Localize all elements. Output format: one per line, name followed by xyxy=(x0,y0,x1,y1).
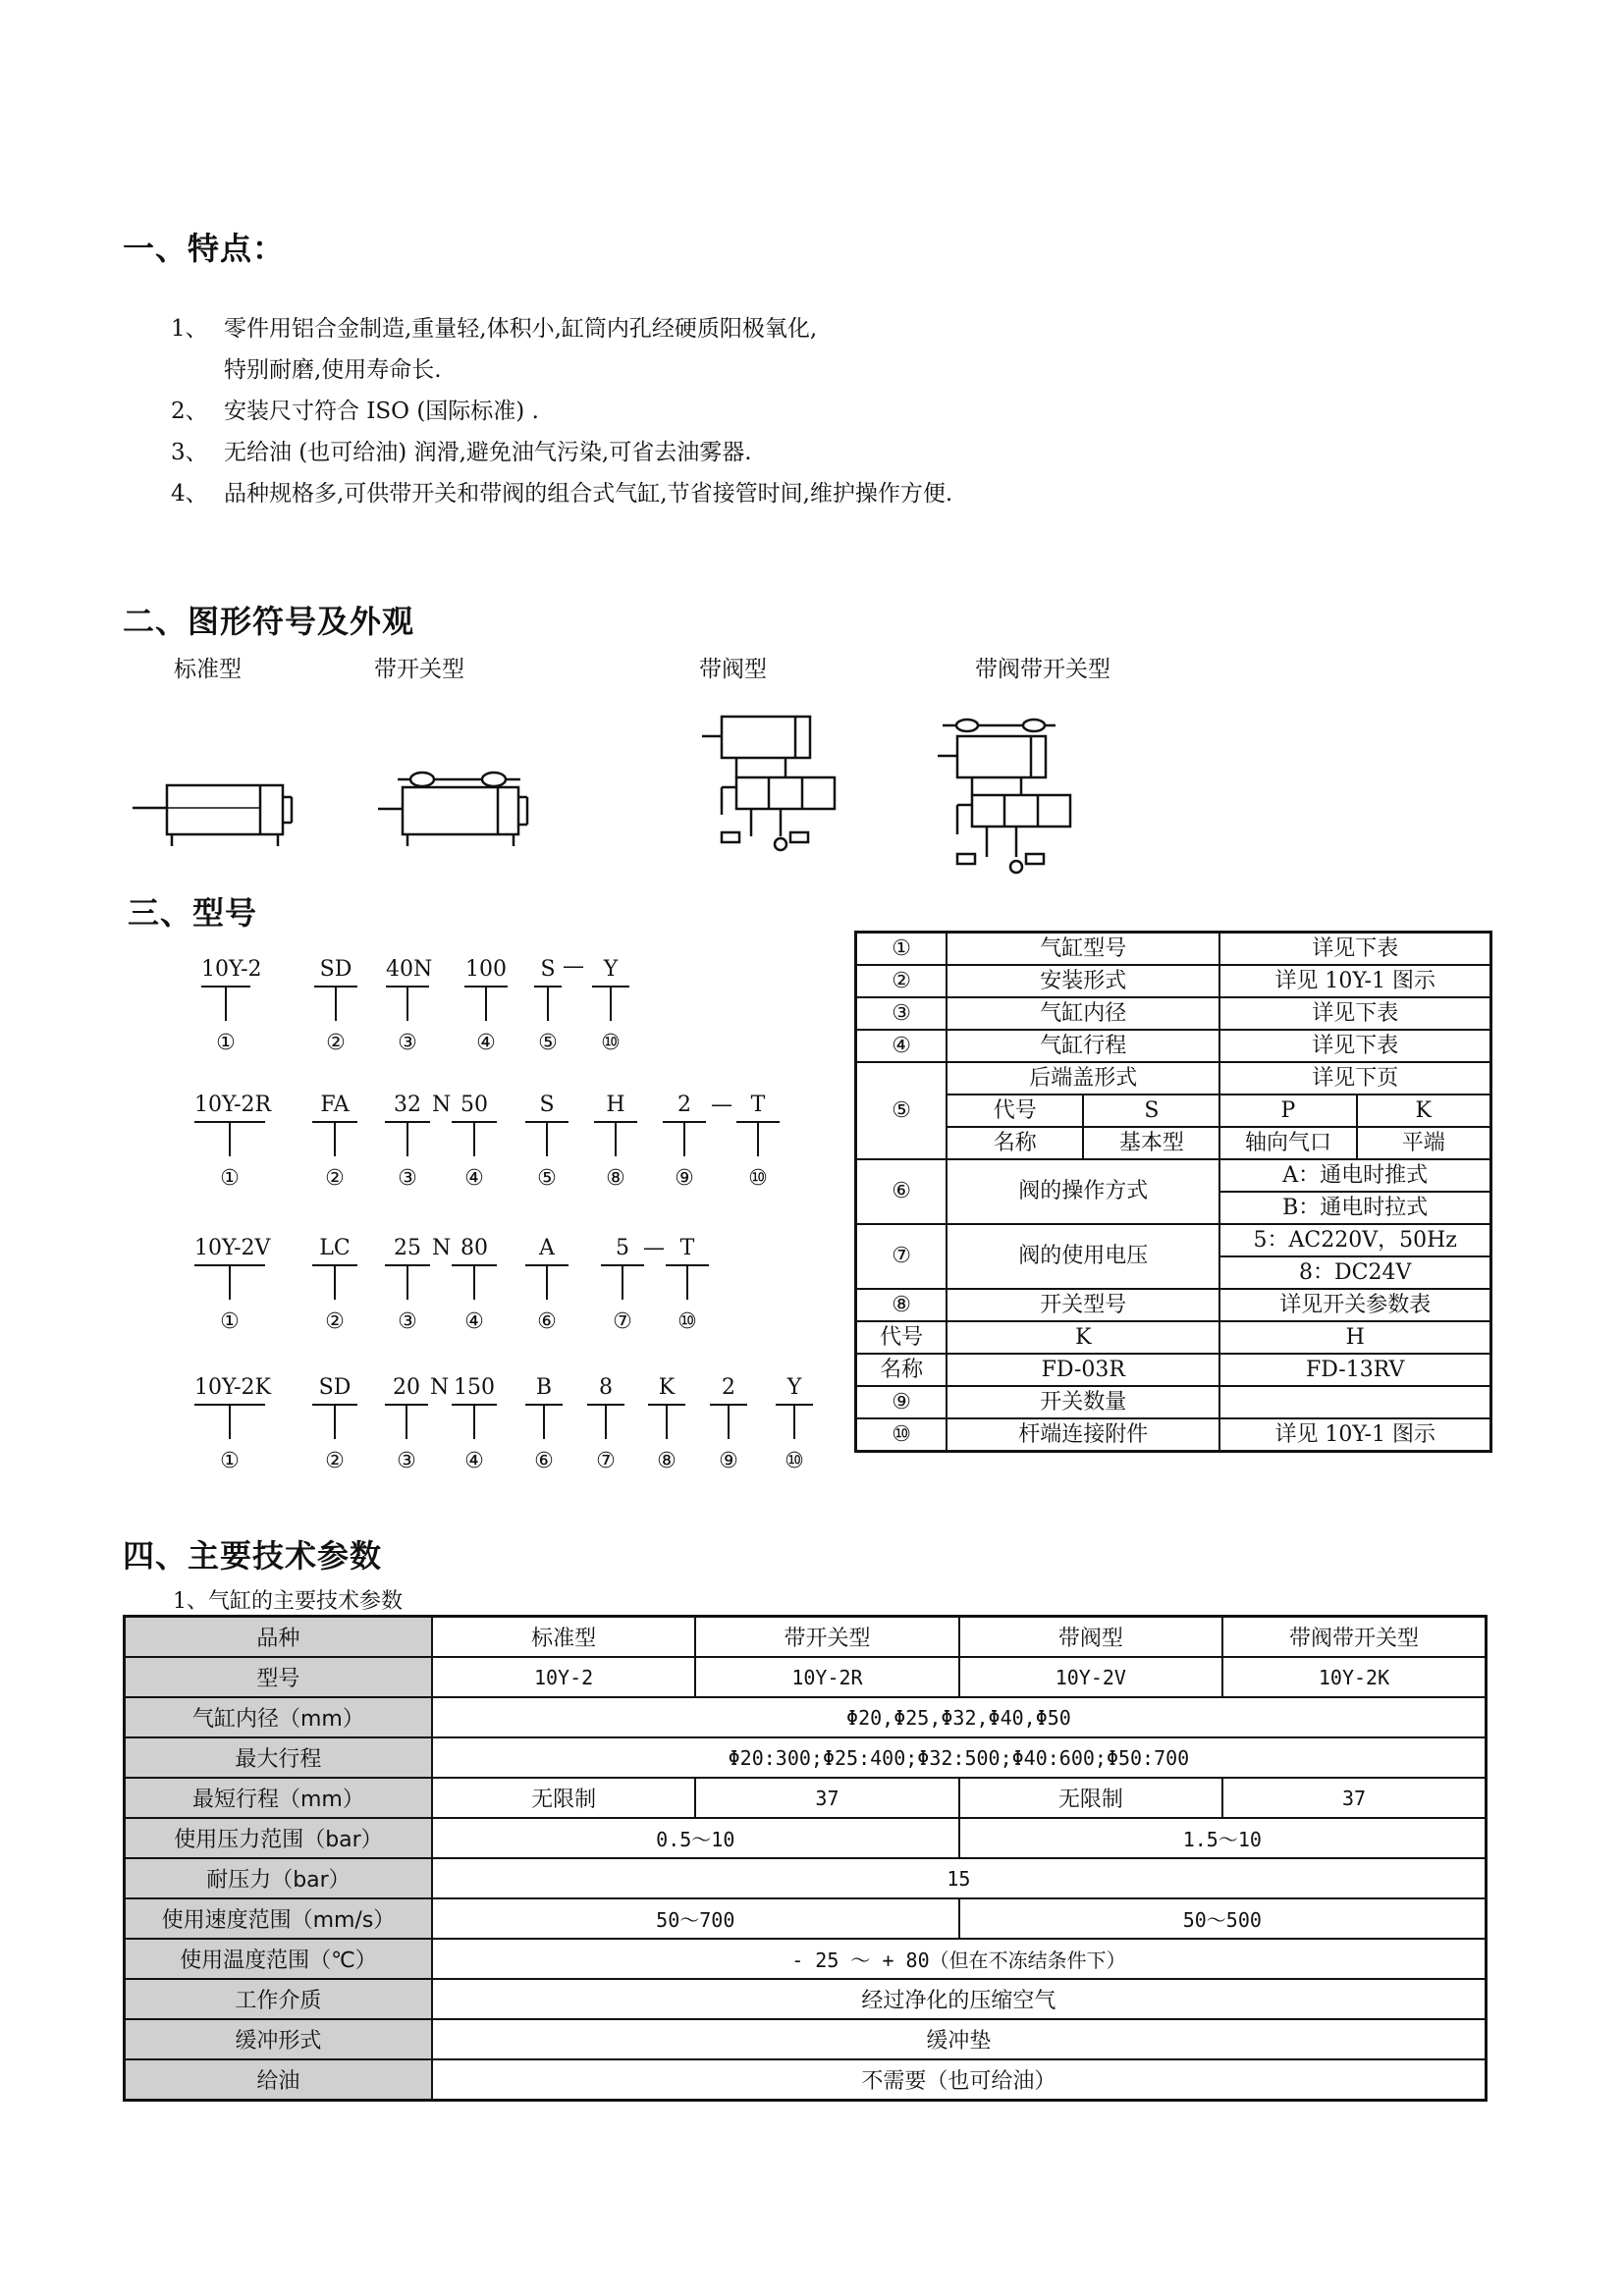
code-segment: 10Y-2K ① xyxy=(194,1375,271,1473)
feature-item: 1、 零件用铝合金制造,重量轻,体积小,缸筒内孔经硬质阳极氧化, xyxy=(171,316,818,342)
table-row: 工作介质 经过净化的压缩空气 xyxy=(125,1979,1487,2019)
section1-title: 一、特点： xyxy=(123,230,286,267)
table-row: 代号 K H xyxy=(856,1321,1491,1354)
code-segment: T ⑩ xyxy=(666,1233,709,1339)
code-segment: 150 ④ xyxy=(454,1375,495,1473)
table-row: 使用速度范围（mm/s） 50～700 50～500 xyxy=(125,1898,1487,1939)
code-segment: Y ⑩ xyxy=(592,954,629,1060)
label-standard: 标准型 xyxy=(174,657,242,682)
code-segment: S ⑤ xyxy=(534,954,562,1060)
table-row: ⑨ 开关数量 xyxy=(856,1386,1491,1418)
code-segment: 50 ④ xyxy=(452,1090,497,1196)
code-segment: T ⑩ xyxy=(736,1090,780,1196)
table-row: 使用压力范围（bar） 0.5～10 1.5～10 xyxy=(125,1818,1487,1858)
section3-title: 三、型号 xyxy=(128,894,258,932)
table-row: ⑥ 阀的操作方式 A：通电时推式 xyxy=(856,1159,1491,1192)
label-with-valve: 带阀型 xyxy=(699,657,767,682)
table-row: 名称 FD-03R FD-13RV xyxy=(856,1354,1491,1386)
code-gap-n: N xyxy=(432,1093,452,1117)
table-row: ① 气缸型号 详见下表 xyxy=(856,933,1491,966)
model-legend-table xyxy=(854,931,1492,1453)
code-dash: — xyxy=(563,954,584,979)
feature-list xyxy=(171,308,952,514)
code-dash: — xyxy=(643,1236,665,1260)
code-segment: H ⑧ xyxy=(594,1090,637,1196)
table-row: 代号 S P K xyxy=(856,1095,1491,1127)
table-row: ④ 气缸行程 详见下表 xyxy=(856,1030,1491,1062)
section2-title: 二、图形符号及外观 xyxy=(123,603,415,640)
table-row: ③ 气缸内径 详见下表 xyxy=(856,997,1491,1030)
code-segment: FA ② xyxy=(312,1090,357,1196)
code-segment: 2 ⑨ xyxy=(663,1090,706,1196)
code-segment: S ⑤ xyxy=(525,1090,568,1196)
code-dash: — xyxy=(711,1093,732,1117)
label-valve-switch: 带阀带开关型 xyxy=(975,657,1110,682)
table-row: B：通电时拉式 xyxy=(856,1192,1491,1224)
table-row: 气缸内径（mm） Φ20,Φ25,Φ32,Φ40,Φ50 xyxy=(125,1697,1487,1737)
code-gap-n: N xyxy=(430,1375,450,1400)
table-row: ⑩ 杆端连接附件 详见 10Y-1 图示 xyxy=(856,1418,1491,1452)
code-segment: 10Y-2V ① xyxy=(194,1236,271,1334)
valve-cylinder-symbol xyxy=(692,707,839,864)
code-segment: Y ⑩ xyxy=(776,1372,813,1478)
table-row: 型号 10Y-2 10Y-2R 10Y-2V 10Y-2K xyxy=(125,1657,1487,1697)
label-with-switch: 带开关型 xyxy=(374,657,464,682)
code-segment: 100 ④ xyxy=(465,957,507,1055)
table-row: 最短行程（mm） 无限制 37 无限制 37 xyxy=(125,1778,1487,1818)
code-segment: B ⑥ xyxy=(525,1372,563,1478)
table-row: 8：DC24V xyxy=(856,1256,1491,1289)
section4-subtitle: 1、气缸的主要技术参数 xyxy=(173,1589,403,1614)
tech-params-table xyxy=(123,1615,1488,2102)
table-row: 耐压力（bar） 15 xyxy=(125,1858,1487,1898)
table-row: 使用温度范围（℃） - 25 ～ + 80（但在不冻结条件下） xyxy=(125,1939,1487,1979)
feature-item: 4、 品种规格多,可供带开关和带阀的组合式气缸,节省接管时间,维护操作方便. xyxy=(171,481,953,507)
code-segment: 10Y-2R ① xyxy=(194,1093,272,1191)
code-segment: 8 ⑦ xyxy=(587,1372,624,1478)
code-segment: K ⑧ xyxy=(648,1372,685,1478)
switch-cylinder-symbol xyxy=(378,766,545,854)
table-row: ② 安装形式 详见 10Y-1 图示 xyxy=(856,965,1491,997)
code-segment: 40N ③ xyxy=(386,957,433,1055)
table-row: ⑤ 后端盖形式 详见下页 xyxy=(856,1062,1491,1095)
section4-title: 四、主要技术参数 xyxy=(123,1537,383,1575)
standard-cylinder-symbol xyxy=(133,775,299,854)
valve-switch-cylinder-symbol xyxy=(933,712,1080,883)
feature-item: 2、 安装尺寸符合 ISO (国际标准) . xyxy=(171,399,539,424)
feature-item: 特别耐磨,使用寿命长. xyxy=(224,357,442,383)
code-segment: A ⑥ xyxy=(525,1233,568,1339)
table-row: ⑦ 阀的使用电压 5：AC220V，50Hz xyxy=(856,1224,1491,1256)
table-row: 名称 基本型 轴向气口 平端 xyxy=(856,1127,1491,1159)
code-segment: 80 ④ xyxy=(452,1233,497,1339)
table-row: 最大行程 Φ20:300;Φ25:400;Φ32:500;Φ40:600;Φ50:700 xyxy=(125,1737,1487,1778)
code-segment: 20 ③ xyxy=(385,1372,428,1478)
feature-item: 3、 无给油 (也可给油) 润滑,避免油气污染,可省去油雾器. xyxy=(171,440,752,465)
code-segment: 10Y-2 ① xyxy=(201,957,262,1055)
table-row: 给油 不需要（也可给油） xyxy=(125,2059,1487,2101)
table-row: 缓冲形式 缓冲垫 xyxy=(125,2019,1487,2059)
code-segment: SD ② xyxy=(312,1372,357,1478)
table-row: ⑧ 开关型号 详见开关参数表 xyxy=(856,1289,1491,1321)
code-segment: SD ② xyxy=(314,954,357,1060)
table-row: 品种 标准型 带开关型 带阀型 带阀带开关型 xyxy=(125,1617,1487,1658)
code-gap-n: N xyxy=(432,1236,452,1260)
code-segment: 25 ③ xyxy=(385,1233,430,1339)
code-segment: 5 ⑦ xyxy=(601,1233,644,1339)
code-segment: 32 ③ xyxy=(385,1090,430,1196)
code-segment: 2 ⑨ xyxy=(710,1372,747,1478)
code-segment: LC ② xyxy=(312,1233,357,1339)
